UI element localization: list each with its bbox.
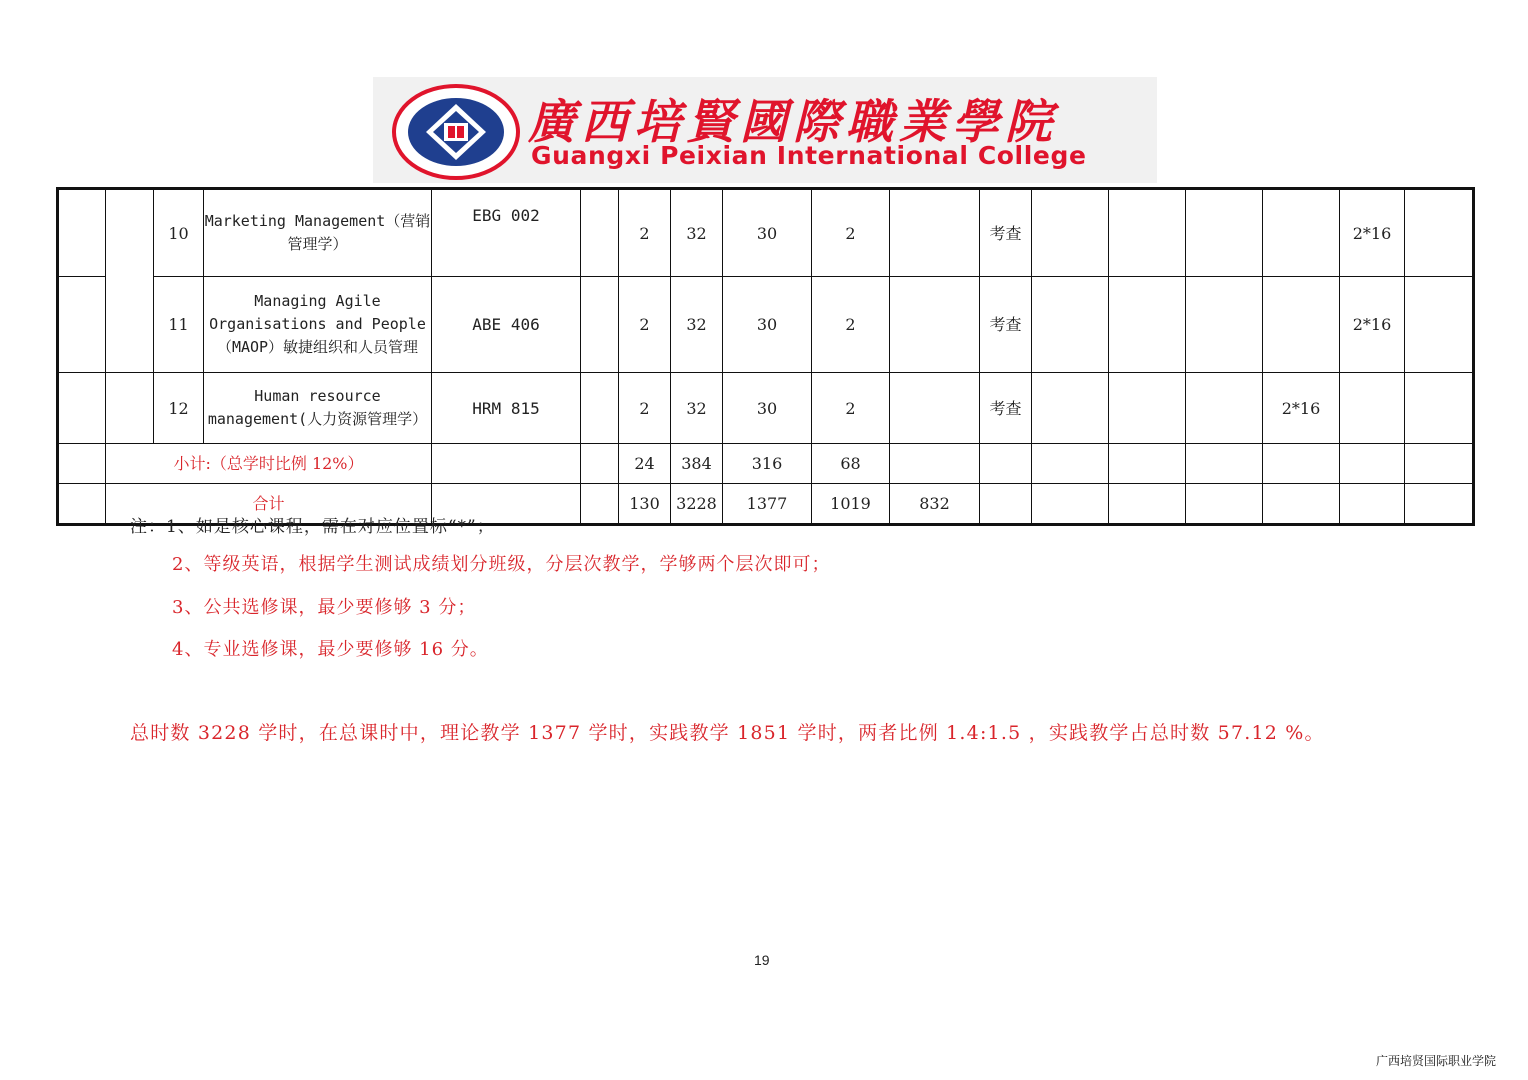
course-name: Human resource management(人力资源管理学） xyxy=(204,373,432,444)
practice-hours: 2 xyxy=(812,373,890,444)
empty-cell xyxy=(1405,444,1474,484)
table-row xyxy=(58,373,1474,444)
theory-hours: 30 xyxy=(723,189,812,277)
category-cell xyxy=(58,277,106,373)
subtotal-practice: 68 xyxy=(812,444,890,484)
empty-cell xyxy=(1263,484,1340,525)
course-code: HRM 815 xyxy=(432,373,581,444)
row-number: 11 xyxy=(154,277,204,373)
empty-cell xyxy=(1032,484,1109,525)
empty-cell xyxy=(1340,484,1405,525)
theory-hours: 30 xyxy=(723,277,812,373)
college-banner xyxy=(373,77,1157,183)
core-mark xyxy=(581,484,619,525)
subcategory-cell xyxy=(106,373,154,444)
empty-cell xyxy=(980,484,1032,525)
subtotal-label: 小计:（总学时比例 12%） xyxy=(106,444,432,484)
core-mark xyxy=(581,189,619,277)
practice-hours: 2 xyxy=(812,277,890,373)
subtotal-row xyxy=(58,444,1474,484)
empty-cell xyxy=(980,444,1032,484)
row-number: 10 xyxy=(154,189,204,277)
course-code: ABE 406 xyxy=(432,277,581,373)
course-plan-table xyxy=(56,187,1475,526)
category-cell xyxy=(58,373,106,444)
semester-1 xyxy=(1032,277,1109,373)
course-name: Marketing Management（营销管理学） xyxy=(204,189,432,277)
total-label: 合计 xyxy=(106,484,432,525)
credit: 2 xyxy=(619,277,671,373)
subcategory-cell xyxy=(106,189,154,373)
empty-cell xyxy=(1109,444,1186,484)
college-seal-icon xyxy=(389,83,523,181)
total-hours: 3228 xyxy=(671,484,723,525)
total-hours: 32 xyxy=(671,373,723,444)
core-mark xyxy=(581,277,619,373)
semester-3 xyxy=(1186,189,1263,277)
college-name-en: Guangxi Peixian International College xyxy=(531,141,1087,170)
check-type: 考查 xyxy=(980,277,1032,373)
empty-cell xyxy=(1186,444,1263,484)
semester-2 xyxy=(1109,373,1186,444)
exam-type xyxy=(890,373,980,444)
footer-organization: 广西培贤国际职业学院 xyxy=(1376,1054,1497,1068)
note-4: 4、专业选修课，最少要修够 16 分。 xyxy=(172,639,489,660)
hours-summary: 总时数 3228 学时，在总课时中，理论教学 1377 学时，实践教学 1851 学时，两者比例 1.4:1.5 ，实践教学占总时数 57.12 %。 xyxy=(130,722,1325,744)
semester-4: 2*16 xyxy=(1263,373,1340,444)
semester-5 xyxy=(1340,373,1405,444)
semester-1 xyxy=(1032,189,1109,277)
semester-6 xyxy=(1405,189,1474,277)
note-3: 3、公共选修课，最少要修够 3 分； xyxy=(172,597,477,618)
semester-2 xyxy=(1109,189,1186,277)
semester-1 xyxy=(1032,373,1109,444)
empty-cell xyxy=(1186,484,1263,525)
theory-hours: 30 xyxy=(723,373,812,444)
category-cell xyxy=(58,484,106,525)
subtotal-hours: 384 xyxy=(671,444,723,484)
category-cell xyxy=(58,444,106,484)
semester-3 xyxy=(1186,277,1263,373)
table-row xyxy=(58,189,1474,277)
semester-5: 2*16 xyxy=(1340,277,1405,373)
subtotal-credit: 24 xyxy=(619,444,671,484)
empty-cell xyxy=(1405,484,1474,525)
total-credit: 130 xyxy=(619,484,671,525)
row-number: 12 xyxy=(154,373,204,444)
practice-hours: 2 xyxy=(812,189,890,277)
semester-3 xyxy=(1186,373,1263,444)
empty-cell xyxy=(1340,444,1405,484)
empty-cell xyxy=(1263,444,1340,484)
total-hours: 32 xyxy=(671,189,723,277)
page-number: 19 xyxy=(754,952,770,968)
semester-2 xyxy=(1109,277,1186,373)
note-2: 2、等级英语，根据学生测试成绩划分班级，分层次教学，学够两个层次即可； xyxy=(172,554,831,575)
semester-6 xyxy=(1405,373,1474,444)
empty-cell xyxy=(1109,484,1186,525)
check-type: 考查 xyxy=(980,373,1032,444)
credit: 2 xyxy=(619,189,671,277)
exam-type xyxy=(890,277,980,373)
empty-cell xyxy=(1032,444,1109,484)
total-extra: 832 xyxy=(890,484,980,525)
core-mark xyxy=(581,373,619,444)
exam-type xyxy=(890,189,980,277)
semester-5: 2*16 xyxy=(1340,189,1405,277)
note-1: 注：1、如是核心课程，需在对应位置标“*”； xyxy=(130,517,495,537)
credit: 2 xyxy=(619,373,671,444)
total-hours: 32 xyxy=(671,277,723,373)
total-practice: 1019 xyxy=(812,484,890,525)
subtotal-theory: 316 xyxy=(723,444,812,484)
total-theory: 1377 xyxy=(723,484,812,525)
semester-6 xyxy=(1405,277,1474,373)
course-name: Managing Agile Organisations and People（MAOP）敏捷组织和人员管理 xyxy=(204,277,432,373)
category-cell xyxy=(58,189,106,277)
table-row xyxy=(58,277,1474,373)
college-name-cn: 廣西培賢國際職業學院 xyxy=(528,95,1058,150)
core-mark xyxy=(581,444,619,484)
check-type: 考查 xyxy=(980,189,1032,277)
semester-4 xyxy=(1263,277,1340,373)
course-code xyxy=(432,444,581,484)
empty-cell xyxy=(890,444,980,484)
semester-4 xyxy=(1263,189,1340,277)
course-code: EBG 002 xyxy=(432,189,581,277)
